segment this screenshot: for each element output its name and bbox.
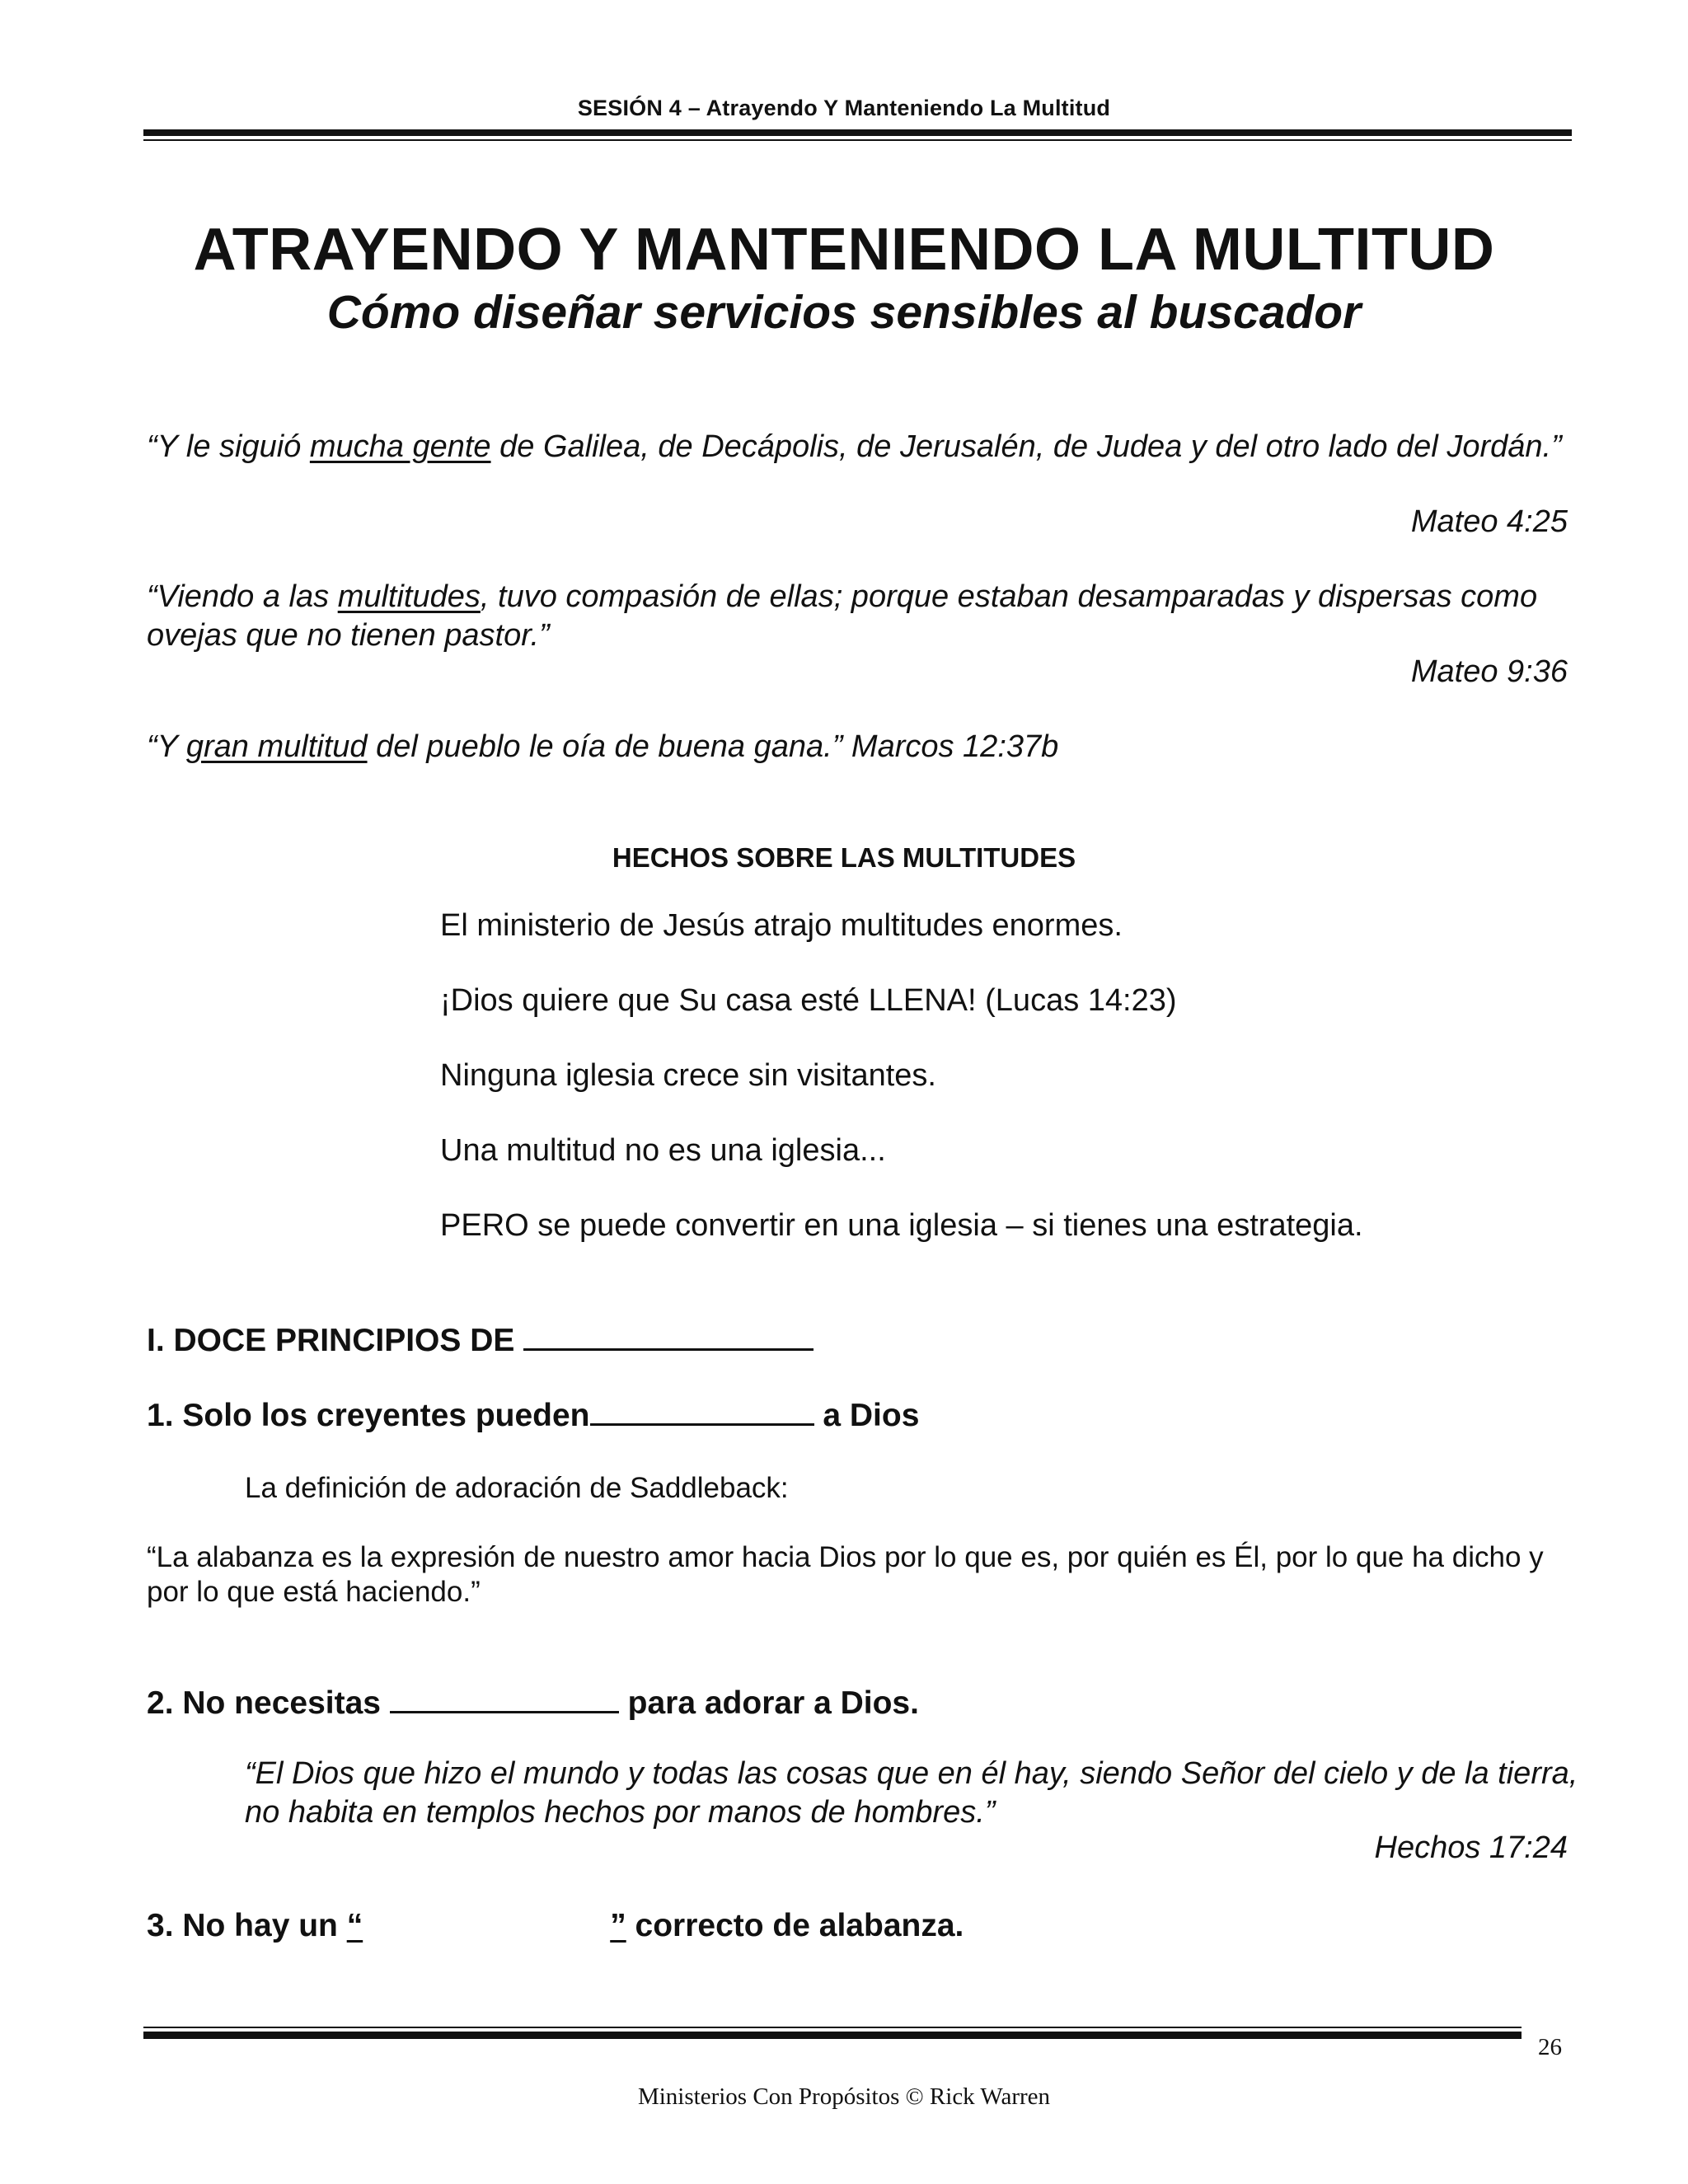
header-rule-thick	[143, 129, 1572, 136]
section-heading-text: I. DOCE PRINCIPIOS DE	[147, 1323, 524, 1358]
reference-hechos-17-24: Hechos 17:24	[1374, 1830, 1568, 1865]
fact-item: Una multitud no es una iglesia...	[440, 1133, 886, 1168]
quote-underlined: gran multitud	[185, 729, 368, 764]
header-rule-thin	[143, 139, 1572, 141]
fact-item: El ministerio de Jesús atrajo multitudes enormes.	[440, 908, 1123, 943]
fact-item: Ninguna iglesia crece sin visitantes.	[440, 1058, 936, 1093]
footer-rule-thick	[143, 2032, 1522, 2039]
quote-mateo-9-36	[147, 578, 1573, 655]
quote-underlined: multitudes	[337, 579, 481, 614]
fill-in-blank-quoted[interactable]	[347, 1908, 626, 1943]
quote-text: de Galilea, de Decápolis, de Jerusalén, de Judea y del otro lado del Jordán.”	[490, 429, 1562, 464]
quote-marcos-12-37b	[147, 728, 1573, 766]
running-header: SESIÓN 4 – Atrayendo Y Manteniendo La Multitud	[577, 96, 1111, 120]
footer-rule-thin	[143, 2027, 1522, 2028]
quote-text: del pueblo le oía de buena gana.” Marcos 12:37b	[367, 729, 1059, 764]
quote-text: “Y	[147, 729, 186, 764]
quote-mateo-4-25	[147, 428, 1573, 466]
principle-2	[147, 1683, 919, 1722]
quote-text: “Y le siguió	[147, 429, 310, 464]
definition-label: La definición de adoración de Saddleback:	[245, 1472, 789, 1504]
quote-text: , tuvo compasión de ellas; porque estaban desamparadas y dispersas como ovejas que no tienen pastor.”	[147, 579, 1538, 653]
reference-mateo-9-36: Mateo 9:36	[1410, 654, 1568, 689]
fact-item: ¡Dios quiere que Su casa esté LLENA! (Lucas 14:23)	[440, 983, 1177, 1018]
principle-text: 3. No hay un	[147, 1908, 347, 1943]
reference-mateo-4-25: Mateo 4:25	[1410, 504, 1568, 539]
principle-text: para adorar a Dios.	[618, 1685, 919, 1721]
fill-in-blank[interactable]	[390, 1683, 619, 1713]
page-number: 26	[1538, 2034, 1562, 2060]
principle-text: 2. No necesitas	[147, 1685, 390, 1721]
fact-item: PERO se puede convertir en una iglesia – si tienes una estrategia.	[440, 1208, 1363, 1243]
page-subtitle: Cómo diseñar servicios sensibles al buscador	[326, 286, 1362, 339]
fill-in-blank[interactable]	[590, 1395, 814, 1426]
section-heading	[147, 1320, 814, 1359]
page-title: ATRAYENDO Y MANTENIENDO LA MULTITUD	[193, 217, 1495, 283]
open-quote: “	[346, 1908, 363, 1943]
principle-text: correcto de alabanza.	[626, 1908, 964, 1943]
definition-text: “La alabanza es la expresión de nuestro amor hacia Dios por lo que es, por quién es Él, por lo que ha dicho y por lo que está haciendo.”	[147, 1541, 1544, 1608]
footer-copyright: Ministerios Con Propósitos © Rick Warren	[637, 2083, 1051, 2110]
quote-underlined: mucha gente	[309, 429, 491, 464]
quote-text: “Viendo a las	[147, 579, 338, 614]
principle-text: 1. Solo los creyentes pueden	[147, 1398, 590, 1433]
quote-hechos-17-24: “El Dios que hizo el mundo y todas las cosas que en él hay, siendo Señor del cielo y de la tierra, no habita en templos hechos por manos de hombres.”	[245, 1756, 1578, 1830]
close-quote: ”	[610, 1908, 626, 1943]
facts-heading: HECHOS SOBRE LAS MULTITUDES	[612, 842, 1076, 873]
principle-1	[147, 1395, 919, 1434]
principle-text: a Dios	[814, 1398, 920, 1433]
fill-in-blank[interactable]	[523, 1320, 814, 1351]
principle-3	[147, 1908, 964, 1944]
